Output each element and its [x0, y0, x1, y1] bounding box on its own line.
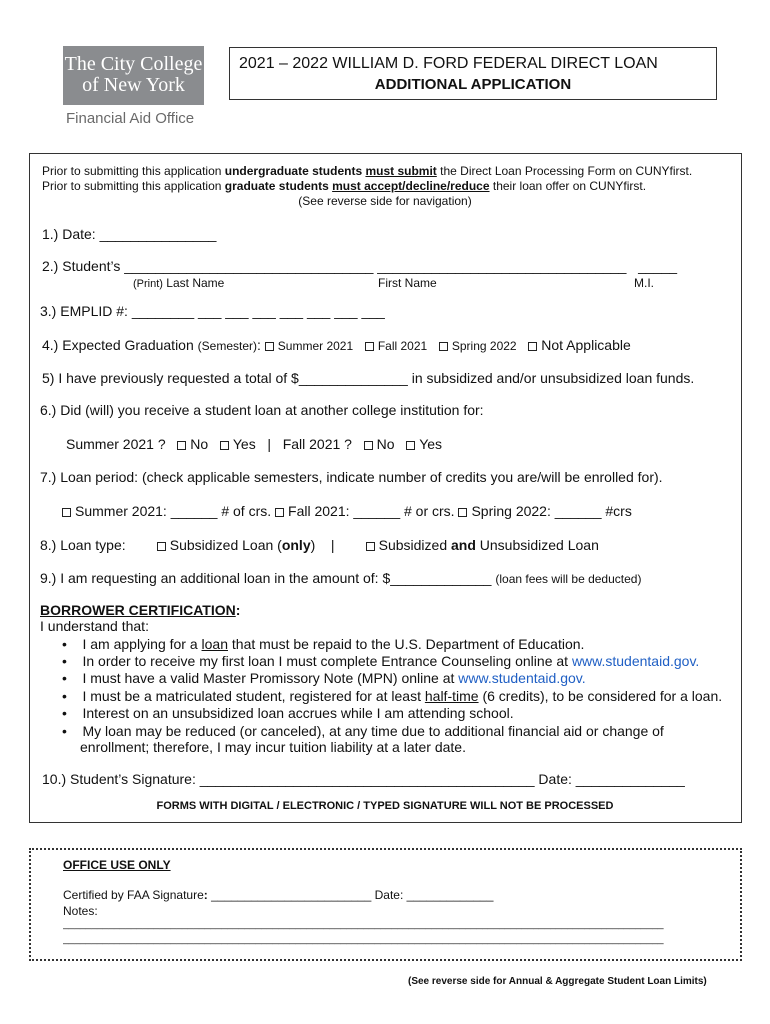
cert-item: • I am applying for a loan that must be repaid to the U.S. Department of Education. [62, 636, 585, 652]
checkbox-icon[interactable] [275, 508, 284, 517]
last-name-caption: (Print) Last Name [133, 276, 225, 290]
checkbox-icon[interactable] [265, 342, 274, 351]
first-name-caption: First Name [378, 276, 437, 290]
checkbox-icon[interactable] [364, 441, 373, 450]
office-use-heading: OFFICE USE ONLY [63, 858, 171, 872]
borrower-certification-heading: BORROWER CERTIFICATION: [40, 602, 241, 618]
form-title-box [229, 47, 717, 100]
checkbox-icon[interactable] [439, 342, 448, 351]
loan-type: 8.) Loan type: Subsidized Loan (only) | Subsidized and Unsubsidized Loan [40, 537, 599, 553]
cert-item: • I must have a valid Master Promissory Note (MPN) online at www.studentaid.gov. [62, 670, 586, 686]
fall-loan-checkbox[interactable]: Fall 2021: [275, 503, 349, 519]
expected-graduation: 4.) Expected Graduation (Semester): Summer 2021 Fall 2021 Spring 2022 Not Applicable [42, 337, 631, 353]
cert-item: • I must be a matriculated student, registered for at least half-time (6 credits), to be considered for a loan. [62, 688, 723, 704]
intro-line-2: Prior to submitting this application graduate students must accept/decline/reduce their loan offer on CUNYfirst. [42, 179, 647, 193]
summer-loan-checkbox[interactable]: Summer 2021: [62, 503, 167, 519]
checkbox-icon[interactable] [406, 441, 415, 450]
faa-signature-field[interactable]: Certified by FAA Signature: ________________________ Date: _____________ [63, 888, 494, 902]
college-logo [63, 46, 204, 105]
student-signature-field[interactable]: 10.) Student’s Signature: ___________________________________________ Date: ______________ [42, 771, 685, 787]
date-field[interactable]: 1.) Date: _______________ [42, 226, 217, 242]
cert-item: • Interest on an unsubsidized loan accrues while I am attending school. [62, 705, 514, 721]
mi-caption: M.I. [634, 276, 654, 290]
previous-loan-total-field[interactable]: 5) I have previously requested a total of $______________ in subsidized and/or unsubsidized loan funds. [42, 370, 695, 386]
other-college-loan-question: 6.) Did (will) you receive a student loan at another college institution for: [40, 402, 484, 418]
spring-2022-checkbox[interactable]: Spring 2022 [439, 337, 517, 353]
notes-label: Notes: [63, 904, 98, 918]
checkbox-icon[interactable] [366, 542, 375, 551]
checkbox-icon[interactable] [177, 441, 186, 450]
cert-item-continued: enrollment; therefore, I may incur tuition liability at a later date. [80, 739, 466, 755]
other-college-loan-options: Summer 2021 ? No Yes | Fall 2021 ? No Yes [66, 436, 443, 452]
signature-warning: FORMS WITH DIGITAL / ELECTRONIC / TYPED SIGNATURE WILL NOT BE PROCESSED [156, 800, 614, 812]
emplid-field[interactable]: 3.) EMPLID #: ________ ___ ___ ___ ___ ___ ___ ___ [40, 303, 385, 319]
student-name-field[interactable]: 2.) Student’s ________________________________ ________________________________ _____ [42, 258, 678, 274]
subsidized-and-unsubsidized-checkbox[interactable]: Subsidized and Unsubsidized Loan [366, 537, 599, 553]
checkbox-icon[interactable] [365, 342, 374, 351]
cert-item: • My loan may be reduced (or canceled), at any time due to additional financial aid or change of [62, 723, 664, 739]
certification-intro: I understand that: [40, 618, 149, 634]
logo-line1: The City College [64, 53, 203, 75]
summer-2021-checkbox[interactable]: Summer 2021 [265, 337, 353, 353]
studentaid-link[interactable]: www.studentaid.gov. [571, 653, 700, 669]
loan-period-options: Summer 2021: ______ # of crs. Fall 2021: ______ # or crs. Spring 2022: ______ #crs [62, 503, 632, 519]
fall-yes-checkbox[interactable]: Yes [406, 436, 442, 452]
form-title: 2021 – 2022 WILLIAM D. FORD FEDERAL DIRECT LOAN [239, 55, 658, 72]
checkbox-icon[interactable] [220, 441, 229, 450]
subsidized-only-checkbox[interactable]: Subsidized Loan (only) [157, 537, 316, 553]
additional-loan-amount-field[interactable]: 9.) I am requesting an additional loan in the amount of: $_____________ (loan fees will be deducted) [40, 570, 642, 586]
not-applicable-checkbox[interactable]: Not Applicable [528, 337, 631, 353]
spring-loan-checkbox[interactable]: Spring 2022: [458, 503, 550, 519]
checkbox-icon[interactable] [458, 508, 467, 517]
checkbox-icon[interactable] [528, 342, 537, 351]
fall-no-checkbox[interactable]: No [364, 436, 395, 452]
notes-line[interactable]: __________________________________________________________________________________________________________ [63, 919, 664, 930]
loan-period-question: 7.) Loan period: (check applicable semesters, indicate number of credits you are/will be enrolled for). [40, 469, 663, 485]
cert-item: • In order to receive my first loan I must complete Entrance Counseling online at www.studentaid.gov. [62, 653, 700, 669]
summer-no-checkbox[interactable]: No [177, 436, 208, 452]
logo-subtitle: Financial Aid Office [66, 110, 195, 127]
form-subtitle: ADDITIONAL APPLICATION [374, 76, 572, 93]
notes-line[interactable]: __________________________________________________________________________________________________________ [63, 934, 664, 945]
intro-line-1: Prior to submitting this application undergraduate students must submit the Direct Loan Processing Form on CUNYfirst. [42, 164, 693, 178]
logo-line2: of New York [82, 74, 185, 96]
summer-yes-checkbox[interactable]: Yes [220, 436, 256, 452]
fall-2021-checkbox[interactable]: Fall 2021 [365, 337, 427, 353]
checkbox-icon[interactable] [157, 542, 166, 551]
intro-line-3: (See reverse side for navigation) [298, 194, 472, 208]
studentaid-link[interactable]: www.studentaid.gov. [458, 670, 586, 686]
checkbox-icon[interactable] [62, 508, 71, 517]
footer-note: (See reverse side for Annual & Aggregate Student Loan Limits) [408, 976, 707, 987]
